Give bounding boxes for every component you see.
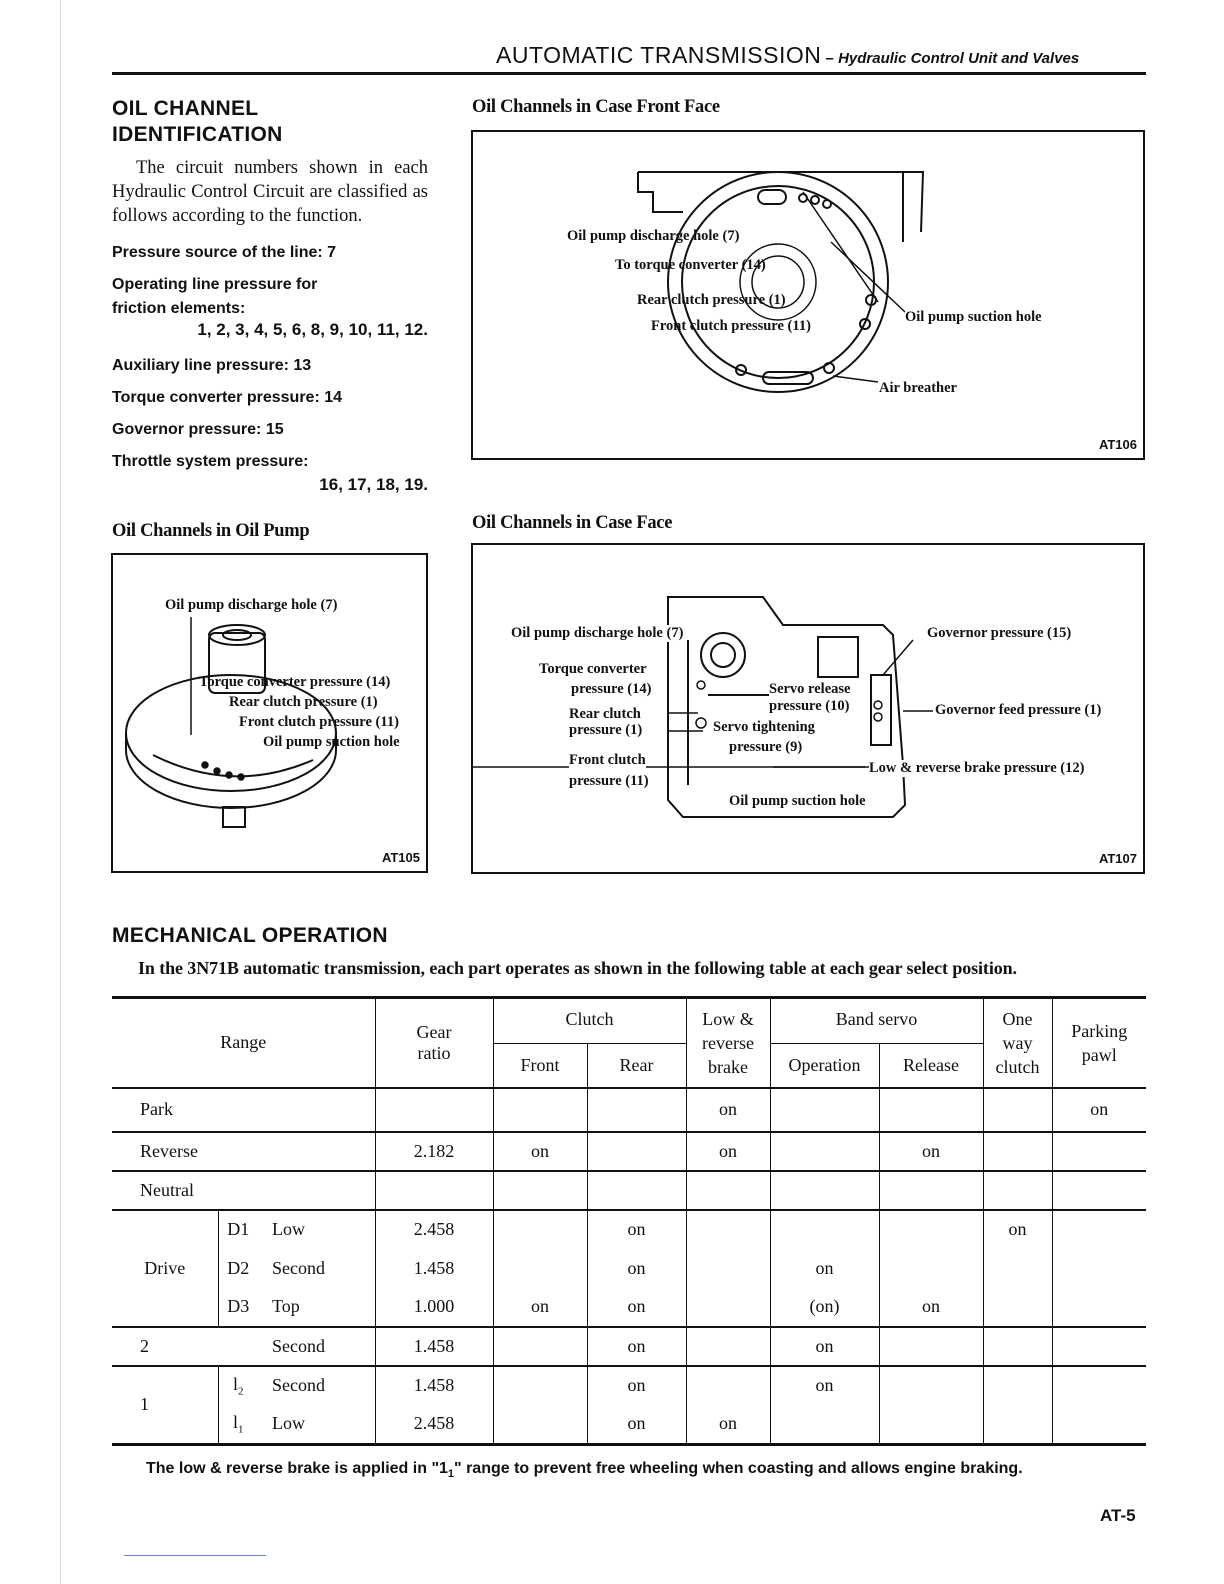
pawl-cell bbox=[1052, 1171, 1146, 1210]
header-parking-2: pawl bbox=[1081, 1044, 1117, 1065]
gear-cell: Second bbox=[258, 1327, 375, 1366]
oneway-cell bbox=[983, 1405, 1052, 1445]
gear-cell: Top bbox=[258, 1288, 375, 1327]
operation-cell bbox=[770, 1210, 879, 1249]
pawl-cell bbox=[1052, 1288, 1146, 1327]
release-cell: on bbox=[879, 1132, 983, 1171]
fig-oil-pump-caption: Oil Channels in Oil Pump bbox=[112, 521, 310, 541]
drive-range-cell: Drive bbox=[112, 1210, 218, 1327]
header-low-rev-2: reverse bbox=[702, 1032, 754, 1053]
case-label-servo-release-2: pressure (10) bbox=[769, 698, 850, 714]
case-label-low-rev: Low & reverse brake pressure (12) bbox=[869, 760, 1085, 776]
pos-cell: D1 bbox=[227, 1219, 250, 1239]
table-row bbox=[112, 1288, 1146, 1327]
line-operating-label: Operating line pressure for friction elements: bbox=[112, 276, 318, 317]
rear-cell: on bbox=[587, 1288, 686, 1327]
scan-artifact-line bbox=[124, 1555, 266, 1556]
fig-front-face-box bbox=[471, 130, 1145, 460]
header-rule bbox=[112, 72, 1146, 75]
release-cell bbox=[879, 1366, 983, 1405]
front-label-front: Front clutch pressure (11) bbox=[651, 318, 811, 334]
oil-channel-intro: The circuit numbers shown in each Hydraulic Control Circuit are classified as follows according to the function. bbox=[112, 158, 428, 226]
header-parking-1: Parking bbox=[1071, 1020, 1128, 1041]
table-row bbox=[112, 1132, 1146, 1171]
table-row bbox=[112, 1210, 1146, 1249]
ratio-cell: 1.458 bbox=[375, 1366, 493, 1405]
line-auxiliary: Auxiliary line pressure: 13 bbox=[112, 357, 312, 374]
pawl-cell: on bbox=[1090, 1099, 1109, 1119]
pawl-cell bbox=[1052, 1366, 1146, 1405]
pawl-cell bbox=[1052, 1132, 1146, 1171]
fig-front-face-caption: Oil Channels in Case Front Face bbox=[472, 97, 720, 117]
case-label-suction: Oil pump suction hole bbox=[729, 793, 866, 809]
ratio-cell: 2.182 bbox=[375, 1132, 493, 1171]
pos-subscript: 1 bbox=[238, 1423, 244, 1436]
lowrev-cell bbox=[686, 1171, 770, 1210]
header-low-reverse-brake bbox=[686, 998, 770, 1088]
pos-cell: D3 bbox=[227, 1296, 250, 1316]
release-cell bbox=[879, 1327, 983, 1366]
line-throttle-value: 16, 17, 18, 19. bbox=[319, 475, 428, 494]
gear-cell: Second bbox=[258, 1366, 375, 1405]
front-cell: on bbox=[493, 1132, 587, 1171]
pump-label-rear: Rear clutch pressure (1) bbox=[229, 694, 378, 710]
front-face-drawing bbox=[473, 132, 1143, 458]
footnote-sub: 1 bbox=[447, 1468, 455, 1481]
lowrev-cell bbox=[686, 1327, 770, 1366]
ratio-cell: 1.458 bbox=[375, 1249, 493, 1288]
line-pressure-source: Pressure source of the line: 7 bbox=[112, 244, 337, 261]
case-label-governor: Governor pressure (15) bbox=[927, 625, 1072, 641]
header-dash: – bbox=[821, 50, 839, 67]
lowrev-cell bbox=[686, 1288, 770, 1327]
ratio-cell: 2.458 bbox=[375, 1405, 493, 1445]
operation-cell: on bbox=[770, 1327, 879, 1366]
oil-channel-heading bbox=[112, 96, 442, 148]
operation-cell: on bbox=[770, 1366, 879, 1405]
pos-letter: l bbox=[232, 1411, 238, 1432]
front-cell bbox=[493, 1088, 587, 1132]
range-cell: 2 bbox=[140, 1335, 149, 1356]
pos-cell bbox=[218, 1405, 258, 1445]
front-label-torque: To torque converter (14) bbox=[615, 257, 766, 273]
header-release: Release bbox=[879, 1044, 983, 1088]
operation-cell bbox=[770, 1171, 879, 1210]
ratio-cell: 1.458 bbox=[375, 1327, 493, 1366]
range-one-cell: 1 bbox=[112, 1366, 218, 1445]
pawl-cell bbox=[1052, 1405, 1146, 1445]
release-cell bbox=[879, 1210, 983, 1249]
pawl-cell bbox=[1052, 1327, 1146, 1366]
gear-cell: Low bbox=[258, 1405, 375, 1445]
release-cell bbox=[879, 1171, 983, 1210]
oil-channel-heading-line1: OIL CHANNEL bbox=[112, 97, 259, 120]
header-operation: Operation bbox=[770, 1044, 879, 1088]
front-cell bbox=[493, 1171, 587, 1210]
header-parking-pawl bbox=[1052, 998, 1146, 1088]
case-label-torque-2: pressure (14) bbox=[571, 681, 652, 697]
header-gear-ratio-2: ratio bbox=[417, 1042, 451, 1063]
header-low-rev-1: Low & bbox=[702, 1008, 754, 1029]
table-row bbox=[112, 1088, 1146, 1132]
operation-cell bbox=[770, 1088, 879, 1132]
oneway-cell bbox=[983, 1171, 1052, 1210]
ratio-cell bbox=[375, 1171, 493, 1210]
footnote-before: The low & reverse brake is applied in "1 bbox=[146, 1460, 448, 1477]
fig-front-face-code: AT106 bbox=[1098, 437, 1137, 452]
header-row-1 bbox=[112, 998, 1146, 1044]
rear-cell: on bbox=[587, 1366, 686, 1405]
front-label-breather: Air breather bbox=[879, 380, 957, 396]
fig-oil-pump-code: AT105 bbox=[381, 850, 420, 865]
front-label-suction: Oil pump suction hole bbox=[905, 309, 1042, 325]
pawl-cell bbox=[1052, 1210, 1146, 1249]
lowrev-cell bbox=[686, 1249, 770, 1288]
lowrev-cell bbox=[686, 1366, 770, 1405]
rear-cell: on bbox=[587, 1210, 686, 1249]
case-label-servo-tight-1: Servo tightening bbox=[713, 719, 815, 735]
rear-cell bbox=[587, 1088, 686, 1132]
header-low-rev-3: brake bbox=[708, 1056, 748, 1077]
case-label-front-2: pressure (11) bbox=[569, 773, 649, 789]
mechanical-intro: In the 3N71B automatic transmission, each part operates as shown in the following table at each gear select position. bbox=[138, 958, 1017, 978]
header-rear: Rear bbox=[587, 1044, 686, 1088]
table-row bbox=[112, 1171, 1146, 1210]
range-cell: Reverse bbox=[112, 1132, 375, 1171]
oneway-cell bbox=[983, 1327, 1052, 1366]
rear-cell bbox=[587, 1171, 686, 1210]
ratio-cell: 2.458 bbox=[375, 1210, 493, 1249]
release-cell bbox=[879, 1088, 983, 1132]
lowrev-cell: on bbox=[686, 1132, 770, 1171]
lowrev-cell: on bbox=[686, 1088, 770, 1132]
table-row bbox=[112, 1249, 1146, 1288]
header-subtitle: Hydraulic Control Unit and Valves bbox=[838, 50, 1080, 67]
rear-cell: on bbox=[587, 1249, 686, 1288]
front-cell: on bbox=[493, 1288, 587, 1327]
front-cell bbox=[493, 1327, 587, 1366]
table-row bbox=[112, 1327, 1146, 1366]
oneway-cell: on bbox=[983, 1210, 1052, 1249]
operation-cell: (on) bbox=[770, 1288, 879, 1327]
front-cell bbox=[493, 1405, 587, 1445]
pump-label-discharge: Oil pump discharge hole (7) bbox=[165, 597, 338, 613]
header-one-way-3: clutch bbox=[995, 1056, 1040, 1077]
ratio-cell: 1.000 bbox=[375, 1288, 493, 1327]
front-cell bbox=[493, 1210, 587, 1249]
oneway-cell bbox=[983, 1366, 1052, 1405]
case-label-torque-1: Torque converter bbox=[539, 661, 647, 677]
line-torque-converter: Torque converter pressure: 14 bbox=[112, 389, 343, 406]
mechanical-heading: MECHANICAL OPERATION bbox=[112, 924, 388, 947]
oil-channel-heading-line2: IDENTIFICATION bbox=[112, 123, 283, 146]
page-number: AT-5 bbox=[1100, 1506, 1136, 1525]
page-header bbox=[496, 42, 1079, 69]
operation-cell: on bbox=[770, 1249, 879, 1288]
front-cell bbox=[493, 1366, 587, 1405]
case-label-gov-feed: Governor feed pressure (1) bbox=[935, 702, 1102, 718]
header-band-servo: Band servo bbox=[770, 998, 983, 1044]
ratio-cell bbox=[375, 1088, 493, 1132]
pump-label-torque: Torque converter pressure (14) bbox=[199, 674, 391, 690]
front-cell bbox=[493, 1249, 587, 1288]
case-label-discharge: Oil pump discharge hole (7) bbox=[511, 625, 684, 641]
case-label-front-1: Front clutch bbox=[569, 752, 646, 768]
fig-case-face-box bbox=[471, 543, 1145, 874]
header-one-way-clutch bbox=[983, 998, 1052, 1088]
gear-cell: Low bbox=[258, 1210, 375, 1249]
range-cell: Neutral bbox=[112, 1171, 375, 1210]
header-one-way-1: One bbox=[1002, 1008, 1033, 1029]
case-label-servo-tight-2: pressure (9) bbox=[729, 739, 803, 755]
footnote bbox=[146, 1460, 1023, 1480]
release-cell bbox=[879, 1249, 983, 1288]
oneway-cell bbox=[983, 1132, 1052, 1171]
pump-label-suction: Oil pump suction hole bbox=[263, 734, 400, 750]
rear-cell: on bbox=[587, 1405, 686, 1445]
case-label-servo-release-1: Servo release bbox=[769, 681, 851, 697]
header-gear-ratio-1: Gear bbox=[416, 1021, 452, 1042]
release-cell: on bbox=[879, 1288, 983, 1327]
pawl-cell bbox=[1052, 1249, 1146, 1288]
pump-label-front: Front clutch pressure (11) bbox=[239, 714, 399, 730]
rear-cell: on bbox=[587, 1327, 686, 1366]
front-label-rear: Rear clutch pressure (1) bbox=[637, 292, 786, 308]
line-governor: Governor pressure: 15 bbox=[112, 421, 284, 438]
operation-cell bbox=[770, 1405, 879, 1445]
fig-case-face-code: AT107 bbox=[1098, 851, 1137, 866]
pos-letter: l bbox=[232, 1373, 238, 1394]
lowrev-cell: on bbox=[686, 1405, 770, 1445]
front-label-discharge: Oil pump discharge hole (7) bbox=[567, 228, 740, 244]
operation-cell bbox=[770, 1132, 879, 1171]
header-clutch: Clutch bbox=[493, 998, 686, 1044]
table-row bbox=[112, 1405, 1146, 1445]
oneway-cell bbox=[983, 1288, 1052, 1327]
line-operating-value: 1, 2, 3, 4, 5, 6, 8, 9, 10, 11, 12. bbox=[197, 320, 428, 339]
table-row bbox=[112, 1366, 1146, 1405]
oneway-cell bbox=[983, 1249, 1052, 1288]
pos-cell: D2 bbox=[227, 1257, 250, 1278]
fig-oil-pump-box bbox=[111, 553, 428, 873]
line-throttle-label: Throttle system pressure: bbox=[112, 453, 309, 470]
rear-cell bbox=[587, 1132, 686, 1171]
range-cell: Park bbox=[112, 1088, 375, 1132]
pos-cell bbox=[218, 1366, 258, 1405]
scan-edge-line bbox=[60, 0, 61, 1584]
gear-cell: Second bbox=[258, 1249, 375, 1288]
case-label-rear-2: pressure (1) bbox=[569, 722, 643, 738]
fig-case-face-caption: Oil Channels in Case Face bbox=[472, 513, 673, 533]
operation-table bbox=[112, 996, 1146, 1446]
release-cell bbox=[879, 1405, 983, 1445]
header-front: Front bbox=[493, 1044, 587, 1088]
oneway-cell bbox=[983, 1088, 1052, 1132]
lowrev-cell bbox=[686, 1210, 770, 1249]
header-gear-ratio bbox=[375, 998, 493, 1088]
header-range: Range bbox=[112, 998, 375, 1088]
header-one-way-2: way bbox=[1002, 1032, 1033, 1053]
pos-subscript: 2 bbox=[238, 1385, 244, 1398]
footnote-after: " range to prevent free wheeling when coasting and allows engine braking. bbox=[454, 1460, 1023, 1477]
header-title: AUTOMATIC TRANSMISSION bbox=[496, 42, 822, 68]
case-label-rear-1: Rear clutch bbox=[569, 706, 641, 722]
